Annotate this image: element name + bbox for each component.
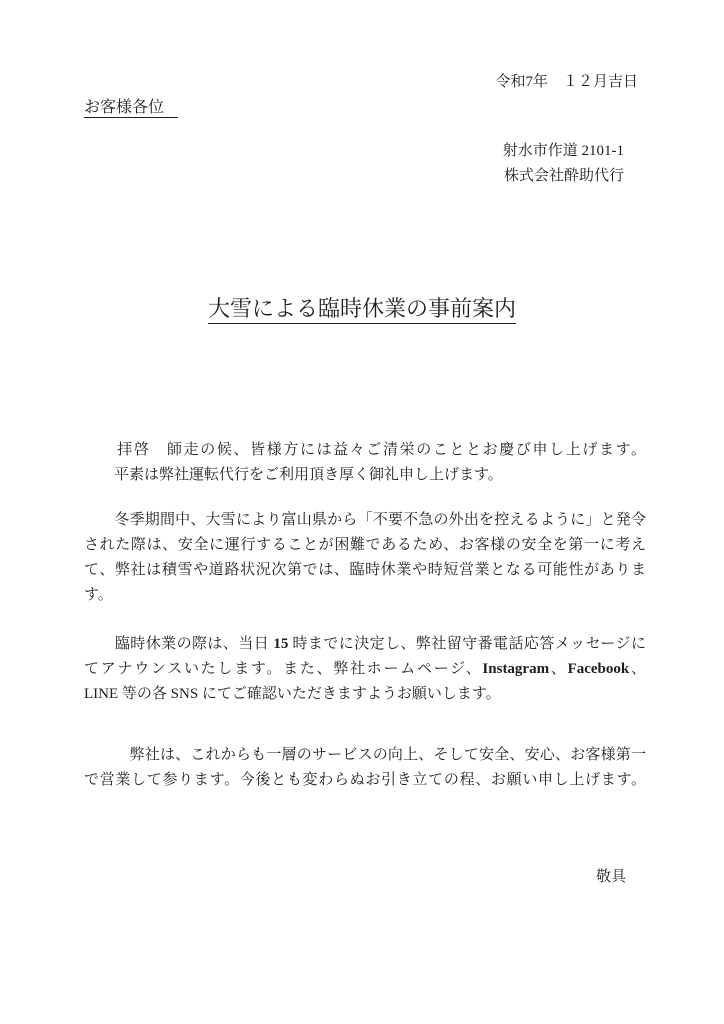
text-line [84,463,646,488]
emphasized-text: Instagram [482,661,550,677]
text-segment: 、 [549,661,568,677]
text-line [84,533,646,558]
text-segment: 時までに決定し、弊社留守番電話応答メッセージに [288,636,646,652]
letter-title-text: 大雪による臨時休業の事前案内 [208,296,516,324]
letter-body [84,438,646,793]
text-line [84,768,646,793]
text-segment: された際は、安全に運行することが困難であるため、お客様の安全を第一に考え [84,537,646,553]
closing-word: 敬具 [595,869,626,885]
sender-address: 射水市作道 2101-1 [502,143,624,159]
body-paragraph [84,508,646,608]
text-segment: LINE 等の各 SNS にてご確認いただきますようお願いします。 [84,686,501,702]
recipient-line [84,95,178,120]
text-segment: 臨時休業の際は、当日 [84,636,274,652]
text-segment: 平素は弊社運転代行をご利用頂き厚く御礼申し上げます。 [84,467,503,483]
text-line [84,508,646,533]
body-paragraph [84,632,646,707]
text-segment: 弊社は、これからも一層のサービスの向上、そして安全、安心、お客様第一 [84,747,646,763]
emphasized-text: Facebook [567,661,630,677]
text-segment: て、弊社は積雪や道路状況次第では、臨時休業や時短営業となる可能性がありま [84,562,646,578]
sender-company: 株式会社酔助代行 [503,168,624,184]
body-paragraph [84,438,646,488]
text-line [84,558,646,583]
text-line [84,743,646,768]
date-line: 令和7年 １２月吉日 [495,74,638,90]
text-segment: てアナウンスいたします。また、弊社ホームページ、 [84,661,483,677]
letter-title [0,293,724,325]
text-segment: す。 [84,587,113,603]
body-paragraph [84,743,646,793]
text-segment: 、 [629,661,646,677]
text-line [84,657,646,682]
text-segment: で営業して参ります。今後とも変わらぬお引き立ての程、お願い申し上げます。 [84,772,646,788]
text-line [84,682,646,707]
text-segment: 拝啓 師走の候、皆様方には益々ご清栄のこととお慶び申し上げます。 [84,442,646,458]
emphasized-text: 15 [273,636,289,652]
recipient-text: お客様各位 [84,99,178,118]
text-segment: 冬季期間中、大雪により富山県から「不要不急の外出を控えるように」と発令 [84,512,646,528]
text-line [84,632,646,657]
text-line [84,583,646,608]
sender-block [84,139,646,189]
text-line [84,438,646,463]
